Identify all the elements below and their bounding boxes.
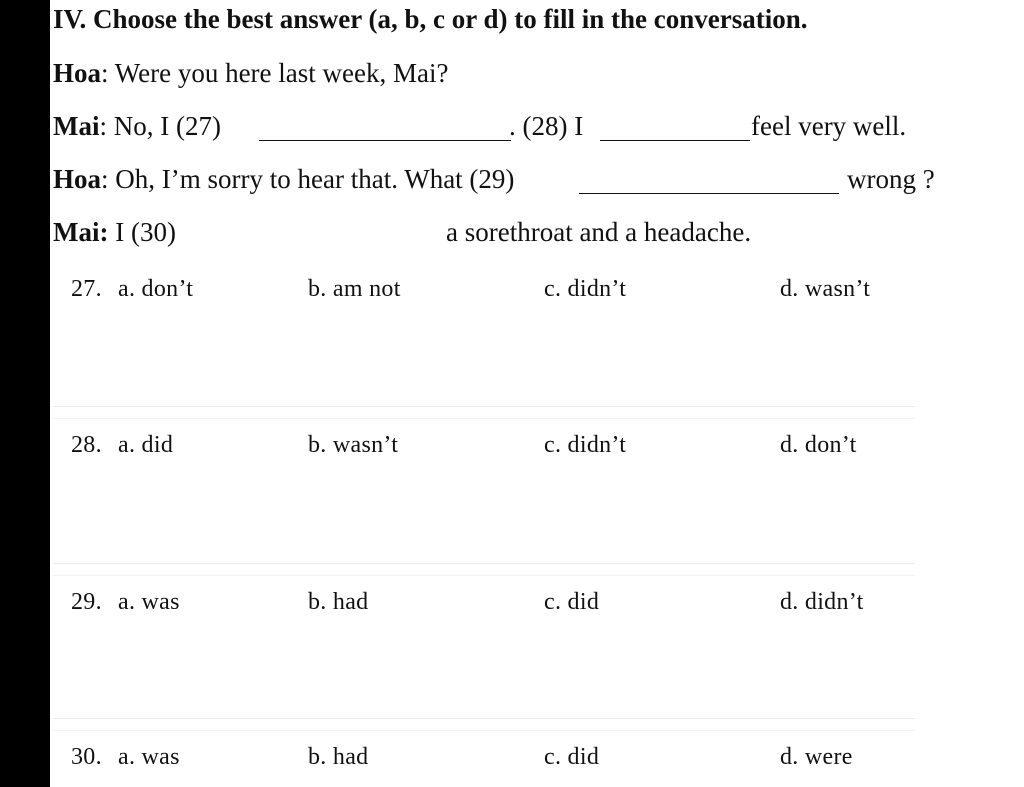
divider-line <box>53 730 915 731</box>
answer-blank-27 <box>259 140 511 141</box>
answer-blank-29 <box>579 193 839 194</box>
dialogue-text: . (28) I <box>509 111 584 141</box>
dialogue-line-3 <box>53 164 514 195</box>
dialogue-text: Were you here last week, Mai? <box>108 58 449 88</box>
question-number-28: 28. <box>71 432 102 458</box>
dialogue-text: No, I (27) <box>107 111 221 141</box>
left-margin-bar <box>0 0 50 787</box>
section-title: IV. Choose the best answer (a, b, c or d) to fill in the conversation. <box>53 4 808 34</box>
option-29-b[interactable]: b. had <box>308 589 369 615</box>
option-28-c[interactable]: c. didn’t <box>544 432 627 458</box>
option-27-a[interactable]: a. don’t <box>118 276 194 302</box>
dialogue-text: wrong ? <box>847 164 935 194</box>
dialogue-line-2 <box>53 111 221 142</box>
worksheet-page <box>50 0 1024 787</box>
speaker-mai: Mai: <box>53 217 109 247</box>
dialogue-line-1 <box>53 58 448 89</box>
question-number-29: 29. <box>71 589 102 615</box>
option-30-c[interactable]: c. did <box>544 744 600 770</box>
dialogue-text: Oh, I’m sorry to hear that. What (29) <box>108 164 515 194</box>
dialogue-text: feel very well. <box>751 111 907 141</box>
option-30-d[interactable]: d. were <box>780 744 853 770</box>
option-28-a[interactable]: a. did <box>118 432 174 458</box>
answer-blank-28 <box>600 140 750 141</box>
option-27-d[interactable]: d. wasn’t <box>780 276 871 302</box>
option-27-c[interactable]: c. didn’t <box>544 276 627 302</box>
option-29-c[interactable]: c. did <box>544 589 600 615</box>
option-28-d[interactable]: d. don’t <box>780 432 857 458</box>
option-30-b[interactable]: b. had <box>308 744 369 770</box>
dialogue-text: I (30) <box>108 217 176 247</box>
divider-line <box>53 575 915 576</box>
speaker-colon: : <box>101 58 109 88</box>
divider-line <box>53 406 915 407</box>
question-number-30: 30. <box>71 744 102 770</box>
option-29-d[interactable]: d. didn’t <box>780 589 864 615</box>
option-29-a[interactable]: a. was <box>118 589 180 615</box>
question-number-27: 27. <box>71 276 102 302</box>
option-27-b[interactable]: b. am not <box>308 276 401 302</box>
speaker-hoa: Hoa <box>53 58 102 88</box>
option-28-b[interactable]: b. wasn’t <box>308 432 399 458</box>
dialogue-text: a sorethroat and a headache. <box>446 217 752 247</box>
divider-line <box>53 418 915 419</box>
speaker-colon: : <box>101 164 109 194</box>
option-30-a[interactable]: a. was <box>118 744 180 770</box>
dialogue-line-4 <box>53 217 176 248</box>
divider-line <box>53 563 915 564</box>
speaker-hoa: Hoa <box>53 164 102 194</box>
speaker-mai: Mai <box>53 111 100 141</box>
divider-line <box>53 718 915 719</box>
speaker-colon: : <box>99 111 108 141</box>
